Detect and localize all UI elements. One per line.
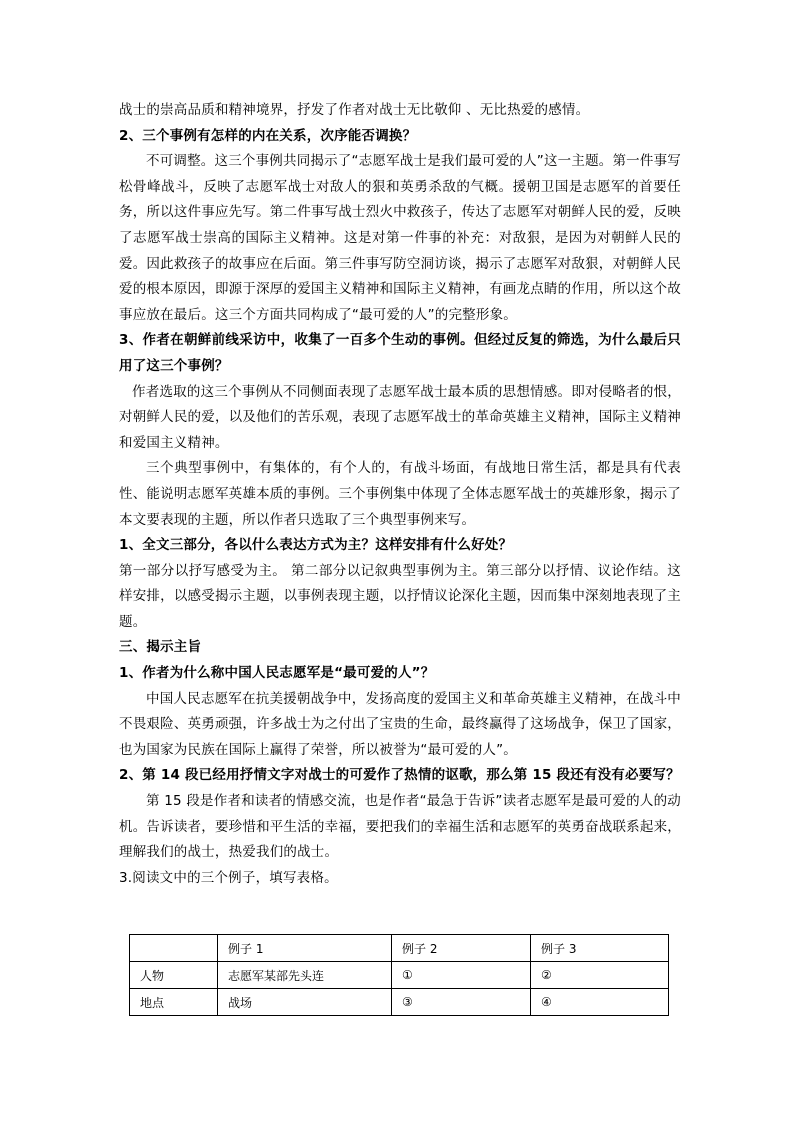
table-cell: 地点 (130, 989, 218, 1016)
answer-theme-2: 第 15 段是作者和读者的情感交流，也是作者“最急于告诉”读者志愿军是最可爱的人的动机。告诉读者，要珍惜和平生活的幸福，要把我们的幸福生活和志愿军的英勇奋战联系起来，理解我们的战士，热爱我们的战士。 (119, 793, 681, 861)
section-heading-theme: 三、揭示主旨 (119, 639, 202, 656)
answer-theme-1: 中国人民志愿军在抗美援朝战争中，发扬高度的爱国主义和革命英雄主义精神，在战斗中不畏艰险、英勇顽强，许多战士为之付出了宝贵的生命，最终赢得了这场战争，保卫了国家，也为国家为民族在国际上赢得了荣誉，所以被誉为“最可爱的人”。 (119, 690, 681, 758)
answer-3a: 作者选取的这三个事例从不同侧面表现了志愿军战士最本质的思想情感。即对侵略者的恨，对朝鲜人民的爱，以及他们的苦乐观，表现了志愿军战士的革命英雄主义精神，国际主义精神和爱国主义精神。 (119, 383, 681, 451)
examples-table (129, 934, 669, 1016)
document-body (119, 98, 681, 891)
table-cell: 战场 (218, 989, 392, 1016)
table-header-cell: 例子 1 (218, 935, 392, 962)
paragraph-continuation: 战士的崇高品质和精神境界，抒发了作者对战士无比敬仰 、无比热爱的感情。 (119, 102, 590, 118)
table-cell: 志愿军某部先头连 (218, 962, 392, 989)
table-cell: ① (392, 962, 531, 989)
table-cell: ③ (392, 989, 531, 1016)
table-header-cell (130, 935, 218, 962)
table-header-row (130, 935, 669, 962)
answer-structure: 第一部分以抒写感受为主。 第二部分以记叙典型事例为主。第三部分以抒情、议论作结。这样安排，以感受揭示主题，以事例表现主题，以抒情议论深化主题，因而集中深刻地表现了主题。 (119, 562, 681, 630)
question-2-order: 2、三个事例有怎样的内在关系，次序能否调换？ (119, 127, 417, 144)
answer-3b: 三个典型事例中，有集体的，有个人的，有战斗场面，有战地日常生活，都是具有代表性、能说明志愿军英雄本质的事例。三个事例集中体现了全体志愿军战士的英雄形象，揭示了本文要表现的主题，所以作者只选取了三个典型事例来写。 (119, 460, 681, 528)
question-structure: 1、全文三部分，各以什么表达方式为主？这样安排有什么好处？ (119, 537, 513, 554)
table-cell: ④ (531, 989, 669, 1016)
table-header-cell: 例子 3 (531, 935, 669, 962)
table-cell: 人物 (130, 962, 218, 989)
answer-2: 不可调整。这三个事例共同揭示了“志愿军战士是我们最可爱的人”这一主题。第一件事写松骨峰战斗，反映了志愿军战士对敌人的狠和英勇杀敌的气概。援朝卫国是志愿军的首要任务，所以这件事应先写。第二件事写战士烈火中救孩子，传达了志愿军对朝鲜人民的爱，反映了志愿军战士崇高的国际主义精神。这是对第一件事的补充：对敌狠，是因为对朝鲜人民的爱。因此救孩子的故事应在后面。第三件事写防空洞访谈，揭示了志愿军对敌狠，对朝鲜人民爱的根本原因，即源于深厚的爱国主义精神和国际主义精神，有画龙点睛的作用，所以这个故事应放在最后。这三个方面共同构成了“最可爱的人”的完整形象。 (119, 153, 681, 323)
question-theme-2: 2、第 14 段已经用抒情文字对战士的可爱作了热情的讴歌，那么第 15 段还有没有必要写？ (119, 767, 680, 784)
question-3-selection: 3、作者在朝鲜前线采访中，收集了一百多个生动的事例。但经过反复的筛选，为什么最后只用了这三个事例？ (119, 332, 681, 374)
question-theme-1: 1、作者为什么称中国人民志愿军是“最可爱的人”？ (119, 665, 435, 682)
table-row (130, 989, 669, 1016)
table-row (130, 962, 669, 989)
table-cell: ② (531, 962, 669, 989)
table-instruction: 3.阅读文中的三个例子，填写表格。 (119, 869, 338, 886)
table-header-cell: 例子 2 (392, 935, 531, 962)
